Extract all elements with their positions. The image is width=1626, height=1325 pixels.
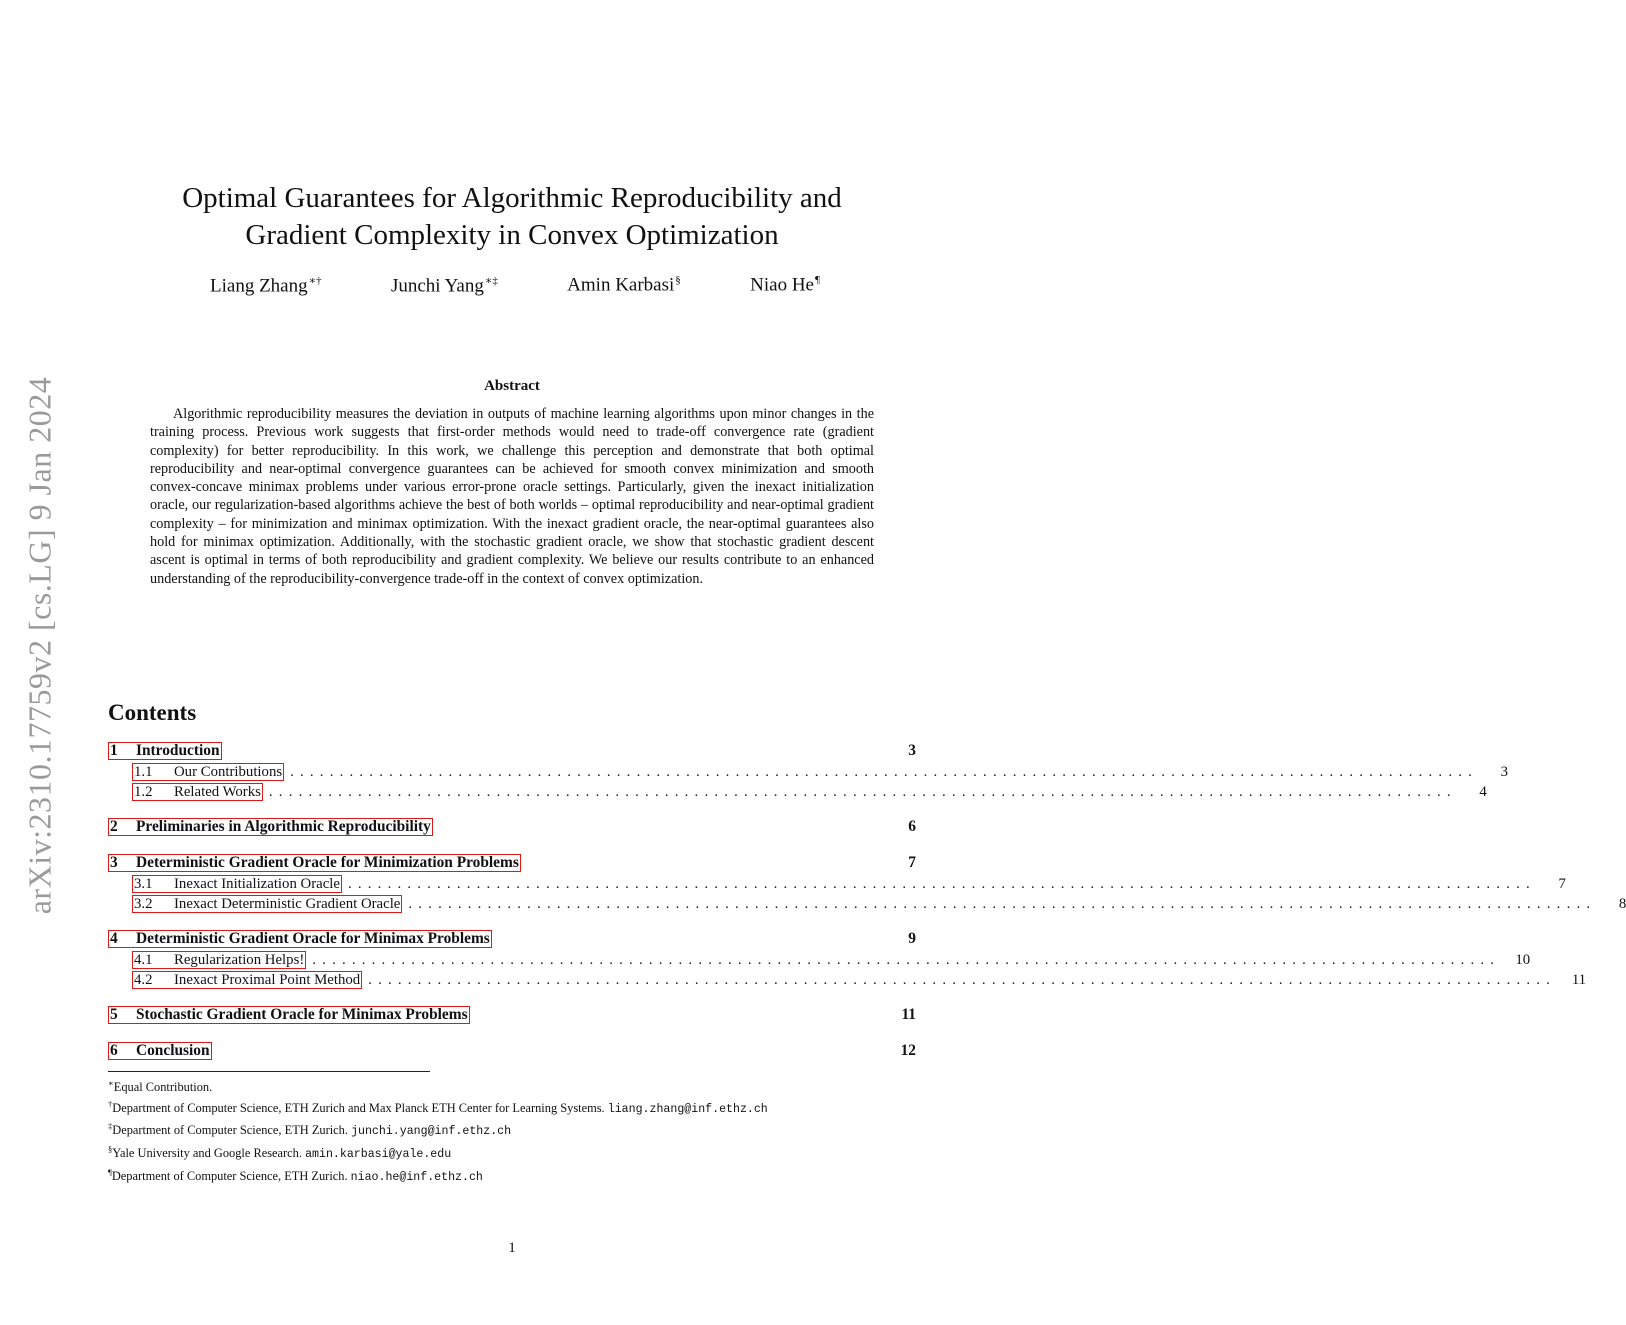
toc-entry [108, 818, 916, 839]
toc-page-number[interactable]: 11 [1571, 972, 1587, 988]
toc-number: 1.1 [134, 764, 153, 780]
toc-number: 4.2 [134, 972, 153, 988]
toc-link[interactable] [132, 951, 306, 969]
toc-label: Inexact Deterministic Gradient Oracle [174, 896, 401, 912]
toc-label: Deterministic Gradient Oracle for Minimization Problems [136, 854, 519, 871]
toc-number: 3.1 [134, 876, 153, 892]
author-name: Liang Zhang [210, 275, 308, 297]
toc-label: Inexact Initialization Oracle [174, 876, 340, 892]
toc-link[interactable] [108, 1042, 212, 1060]
toc-link[interactable] [132, 895, 402, 913]
contents-heading: Contents [108, 700, 197, 725]
toc-entry [108, 1042, 916, 1063]
footnote-mark: ‡ [108, 1121, 113, 1132]
toc-entry [108, 895, 1626, 915]
toc-label: Conclusion [136, 1042, 210, 1059]
author-name: Junchi Yang [390, 275, 484, 297]
toc-entry [108, 930, 916, 951]
footnote-email[interactable]: amin.karbasi@yale.edu [305, 1148, 452, 1161]
footnote [108, 1096, 924, 1119]
author-name: Niao He [750, 274, 814, 296]
author-marks: ∗† [308, 275, 322, 287]
arxiv-stamp-text: arXiv:2310.17759v2 [cs.LG] 9 Jan 2024 [21, 376, 58, 914]
toc-entry [108, 971, 1587, 991]
footnote-mark: ∗ [108, 1078, 114, 1088]
toc-page-number[interactable]: 3 [1500, 764, 1509, 780]
toc-label: Our Contributions [174, 764, 283, 780]
toc-number: 6 [110, 1042, 118, 1059]
author [210, 274, 322, 297]
toc-label: Introduction [136, 742, 220, 759]
toc-link[interactable] [132, 783, 263, 801]
dot-leader: ........................................................................................................................ [312, 952, 1501, 968]
footnote-email[interactable]: junchi.yang@inf.ethz.ch [351, 1125, 512, 1139]
toc-page-number[interactable]: 12 [900, 1042, 916, 1059]
toc-number: 1.2 [134, 784, 153, 800]
toc-page-number[interactable]: 8 [1618, 896, 1626, 912]
footnote-text: Department of Computer Science, ETH Zurich. [112, 1123, 348, 1138]
toc-number: 3 [110, 854, 118, 871]
toc-page-number[interactable]: 7 [1558, 876, 1566, 892]
toc-label: Regularization Helps! [174, 952, 305, 968]
toc-page-number[interactable]: 7 [908, 854, 916, 871]
author [391, 274, 498, 297]
footnote-text: Yale University and Google Research. [112, 1146, 302, 1160]
author [750, 274, 820, 297]
page-number: 1 [508, 1240, 516, 1256]
dot-leader: ........................................................................................................................ [368, 972, 1557, 988]
footnote-divider [108, 1071, 430, 1072]
footnote [108, 1118, 924, 1141]
abstract-body: Algorithmic reproducibility measures the deviation in outputs of machine learning algorithms upon minor changes in the training process. Previous work suggests that first-order methods would need to trade-off convergence rate (gradient complexity) for better reproducibility. In this work, we challenge this perception and demonstrate that both optimal reproducibility and near-optimal convergence guarantees can be achieved for smooth convex minimization and smooth convex-concave minimax problems under various error-prone oracle settings. Particularly, given the inexact initialization oracle, our regularization-based algorithms achieve the best of both worlds – optimal reproducibility and near-optimal gradient complexity – for minimization and minimax optimization. With the inexact gradient oracle, the near-optimal guarantees also hold for minimax optimization. Additionally, with the stochastic gradient oracle, we show that stochastic gradient descent ascent is optimal in terms of both reproducibility and gradient complexity. We believe our results contribute to an enhanced understanding of the reproducibility-convergence trade-off in the context of convex optimization. [150, 406, 874, 587]
toc-entry [108, 783, 1487, 803]
toc-label: Stochastic Gradient Oracle for Minimax Problems [136, 1006, 468, 1023]
toc-link[interactable] [132, 875, 342, 893]
footnote-mark: † [108, 1098, 113, 1109]
toc-number: 4 [110, 930, 118, 947]
toc-label: Preliminaries in Algorithmic Reproducibility [136, 818, 431, 835]
toc-entry [108, 854, 916, 875]
toc-page-number[interactable]: 6 [908, 818, 916, 835]
toc-link[interactable] [108, 818, 433, 836]
toc-page-number[interactable]: 10 [1515, 952, 1531, 968]
footnote-email[interactable]: niao.he@inf.ethz.ch [350, 1170, 483, 1184]
toc-label: Related Works [174, 784, 261, 800]
table-of-contents [108, 742, 1626, 1063]
footnote-email[interactable]: liang.zhang@inf.ethz.ch [607, 1102, 768, 1116]
author [567, 274, 681, 297]
toc-entry [108, 1006, 916, 1027]
toc-entry [108, 763, 1509, 783]
dot-leader: ........................................................................................................................ [347, 876, 1536, 892]
dot-leader: ........................................................................................................................ [408, 896, 1597, 912]
toc-label: Inexact Proximal Point Method [174, 972, 361, 988]
toc-page-number[interactable]: 9 [908, 930, 916, 947]
dot-leader: ........................................................................................................................ [268, 784, 1457, 800]
paper-title [120, 180, 904, 254]
toc-number: 2 [110, 818, 118, 835]
toc-link[interactable] [108, 854, 521, 872]
title-line-2: Gradient Complexity in Convex Optimization [245, 219, 779, 251]
toc-page-number[interactable]: 3 [908, 742, 916, 759]
toc-page-number[interactable]: 11 [901, 1006, 916, 1023]
footnote [108, 1075, 924, 1096]
toc-link[interactable] [108, 930, 492, 948]
footnote-mark: § [108, 1143, 113, 1154]
author-name: Amin Karbasi [567, 274, 675, 296]
footnote [108, 1141, 924, 1164]
author-marks: ∗‡ [484, 275, 498, 287]
toc-link[interactable] [132, 971, 362, 989]
footnote-text: Department of Computer Science, ETH Zurich and Max Planck ETH Center for Learning Systems. [112, 1100, 605, 1115]
toc-entry [108, 875, 1566, 895]
footnote-mark: ¶ [108, 1166, 112, 1177]
toc-number: 4.1 [134, 952, 153, 968]
abstract-heading: Abstract [484, 378, 540, 394]
toc-label: Deterministic Gradient Oracle for Minimax Problems [136, 930, 490, 947]
footnote-text: Equal Contribution. [113, 1080, 213, 1095]
toc-entry [108, 951, 1531, 971]
author-marks: ¶ [814, 274, 820, 286]
author-marks: § [675, 274, 681, 286]
toc-number: 1 [110, 742, 118, 759]
toc-entry [108, 742, 916, 763]
toc-link[interactable] [108, 742, 222, 760]
toc-link[interactable] [108, 1006, 470, 1024]
title-line-1: Optimal Guarantees for Algorithmic Reproducibility and [182, 182, 842, 214]
toc-link[interactable] [132, 763, 284, 781]
footnote [108, 1164, 924, 1187]
toc-number: 3.2 [134, 896, 153, 912]
arxiv-identifier-stamp [10, 360, 70, 930]
footnote-text: Department of Computer Science, ETH Zurich. [111, 1168, 348, 1183]
dot-leader: ........................................................................................................................ [290, 764, 1479, 780]
author-list [210, 274, 820, 297]
footnotes [108, 1075, 924, 1186]
toc-number: 5 [110, 1006, 118, 1023]
toc-page-number[interactable]: 4 [1479, 784, 1487, 800]
